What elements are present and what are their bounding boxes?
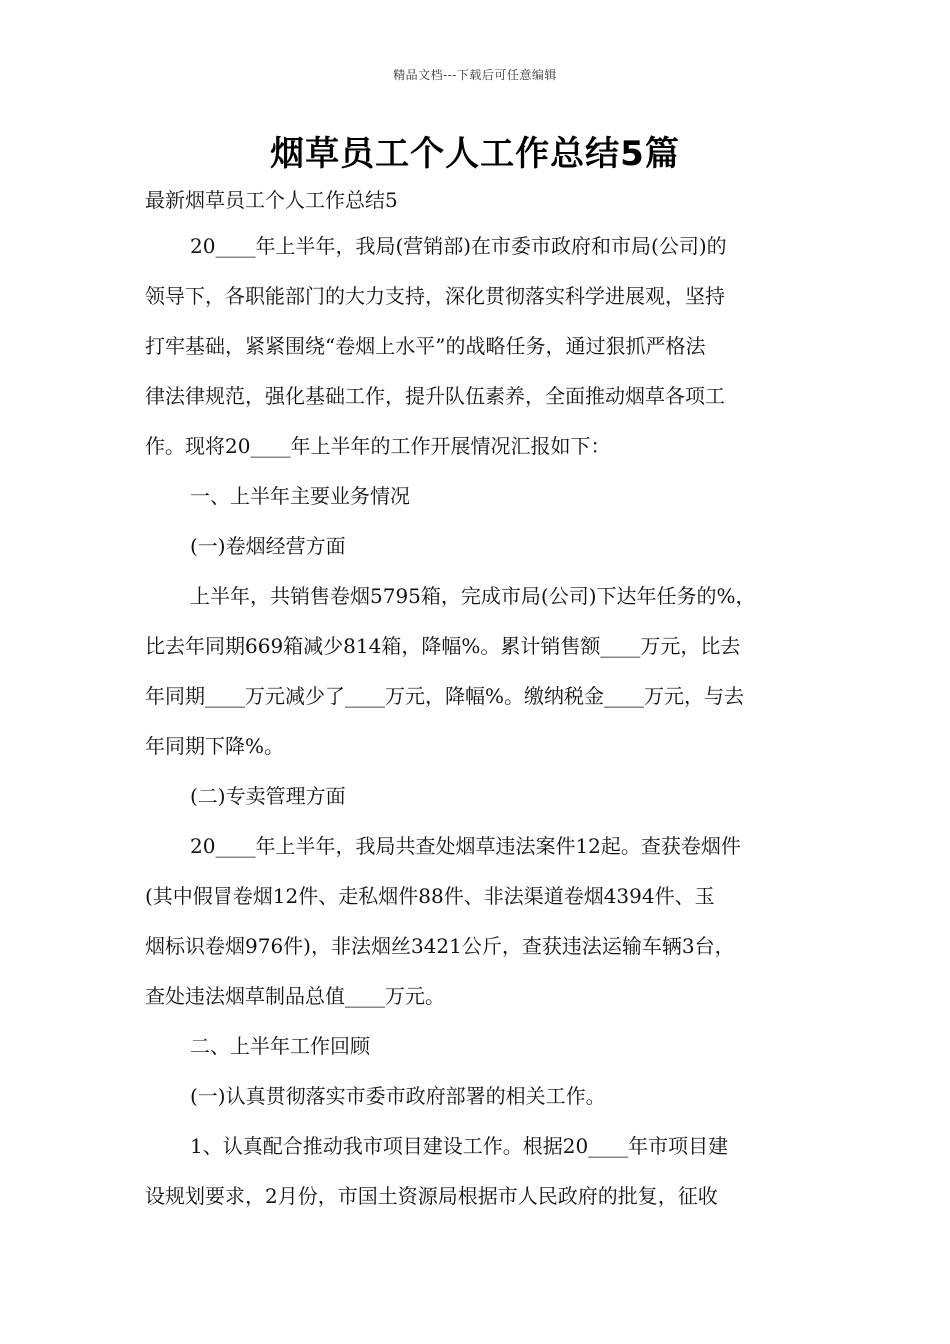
subsection-heading: (一)认真贯彻落实市委市政府部署的相关工作。 xyxy=(190,1084,606,1108)
paragraph-line: 20____年上半年，我局(营销部)在市委市政府和市局(公司)的 xyxy=(190,234,727,258)
paragraph-line: 比去年同期669箱减少814箱，降幅%。累计销售额____万元，比去 xyxy=(145,634,741,658)
subsection-heading: (一)卷烟经营方面 xyxy=(190,534,346,558)
paragraph-line: 领导下，各职能部门的大力支持，深化贯彻落实科学进展观，坚持 xyxy=(145,284,725,308)
paragraph-line: 作。现将20____年上半年的工作开展情况汇报如下： xyxy=(145,434,611,458)
section-heading: 一、上半年主要业务情况 xyxy=(190,484,410,508)
paragraph-line: 烟标识卷烟976件)，非法烟丝3421公斤，查获违法运输车辆3台， xyxy=(145,934,735,958)
section-heading: 二、上半年工作回顾 xyxy=(190,1034,370,1058)
paragraph-line: 年同期____万元减少了____万元，降幅%。缴纳税金____万元，与去 xyxy=(145,684,745,708)
header-note: 精品文档---下载后可任意编辑 xyxy=(393,68,557,82)
document-body xyxy=(145,180,807,1221)
paragraph-line: 1、认真配合推动我市项目建设工作。根据20____年市项目建 xyxy=(190,1134,729,1158)
paragraph-line: 律法律规范，强化基础工作，提升队伍素养，全面推动烟草各项工 xyxy=(145,384,725,408)
subsection-heading: (二)专卖管理方面 xyxy=(190,784,346,808)
paragraph-line: 设规划要求，2月份，市国土资源局根据市人民政府的批复，征收 xyxy=(145,1184,718,1208)
paragraph-line: 上半年，共销售卷烟5795箱，完成市局(公司)下达年任务的%， xyxy=(190,584,756,608)
paragraph-line: 20____年上半年，我局共查处烟草违法案件12起。查获卷烟件 xyxy=(190,834,741,858)
paragraph-line: 查处违法烟草制品总值____万元。 xyxy=(145,984,445,1008)
subtitle-line: 最新烟草员工个人工作总结5 xyxy=(145,188,398,212)
paragraph-line: (其中假冒卷烟12件、走私烟件88件、非法渠道卷烟4394件、玉 xyxy=(145,884,715,908)
paragraph-line: 打牢基础，紧紧围绕“卷烟上水平”的战略任务，通过狠抓严格法 xyxy=(145,334,706,358)
paragraph-line: 年同期下降%。 xyxy=(145,734,285,758)
document-title: 烟草员工个人工作总结5篇 xyxy=(270,134,680,174)
